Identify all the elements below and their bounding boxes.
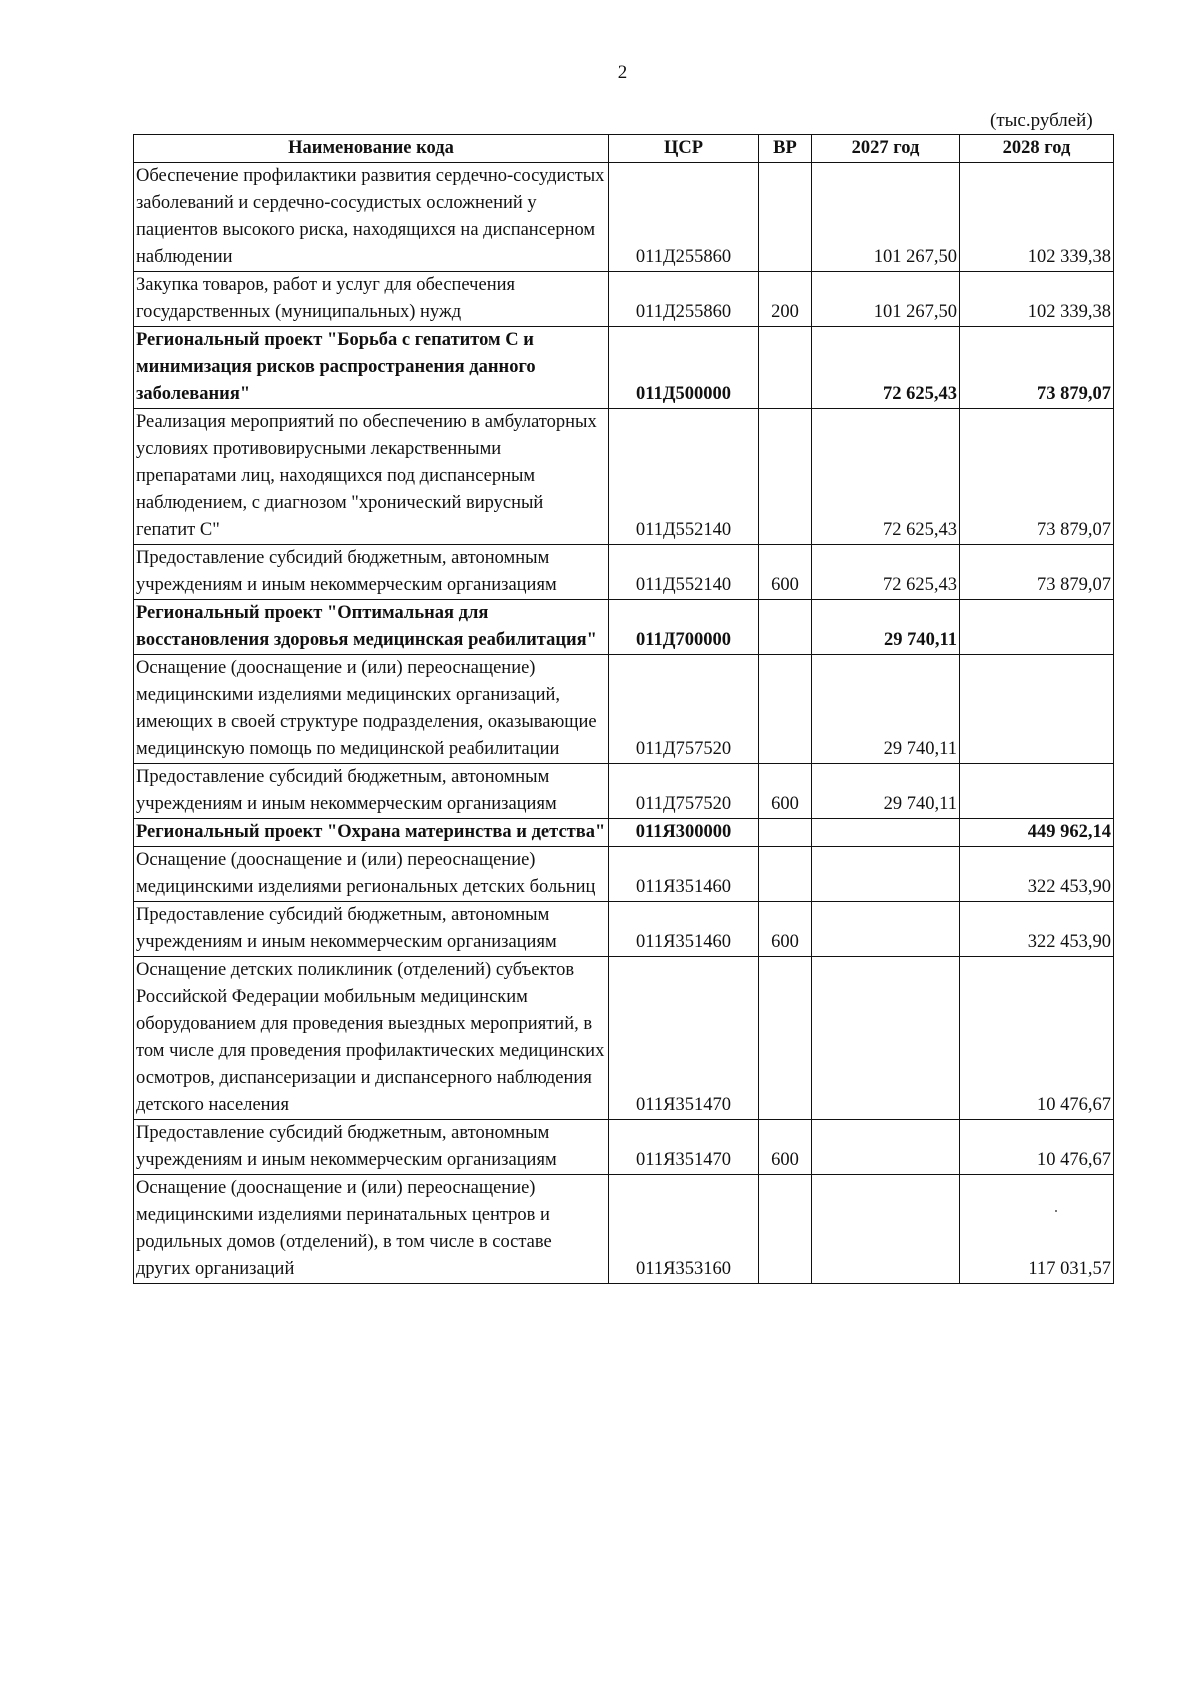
row-csr-cell: 011Я351460 xyxy=(609,902,759,957)
row-vr-cell xyxy=(759,1175,812,1284)
row-vr-cell xyxy=(759,957,812,1120)
budget-table xyxy=(133,134,1114,1284)
row-csr-cell: 011Д255860 xyxy=(609,163,759,272)
scan-speck xyxy=(1055,1210,1057,1212)
row-name-cell: Оснащение детских поликлиник (отделений) субъектов Российской Федерации мобильным медицинским оборудованием для проведения выездных мероприятий, в том числе для проведения профилактических медицинских осмотров, диспансеризации и диспансерного наблюдения детского населения xyxy=(134,957,609,1120)
row-name-cell: Предоставление субсидий бюджетным, автономным учреждениям и иным некоммерческим организациям xyxy=(134,1120,609,1175)
row-2027-cell: 29 740,11 xyxy=(812,600,960,655)
table-body xyxy=(134,163,1114,1284)
row-csr-cell: 011Я351470 xyxy=(609,1120,759,1175)
row-2028-cell: 10 476,67 xyxy=(960,1120,1114,1175)
row-2028-cell: 117 031,57 xyxy=(960,1175,1114,1284)
row-name-cell: Региональный проект "Оптимальная для восстановления здоровья медицинская реабилитация" xyxy=(134,600,609,655)
row-2028-cell: 449 962,14 xyxy=(960,819,1114,847)
table-row xyxy=(134,655,1114,764)
row-csr-cell: 011Д552140 xyxy=(609,545,759,600)
row-csr-cell: 011Я300000 xyxy=(609,819,759,847)
row-name-cell: Региональный проект "Охрана материнства и детства" xyxy=(134,819,609,847)
row-csr-cell: 011Я351470 xyxy=(609,957,759,1120)
table-row xyxy=(134,545,1114,600)
header-name: Наименование кода xyxy=(134,135,609,163)
row-vr-cell: 600 xyxy=(759,545,812,600)
row-csr-cell: 011Д757520 xyxy=(609,655,759,764)
row-2027-cell: 72 625,43 xyxy=(812,545,960,600)
row-2027-cell: 29 740,11 xyxy=(812,655,960,764)
row-2028-cell xyxy=(960,764,1114,819)
row-2028-cell: 322 453,90 xyxy=(960,847,1114,902)
page-number: 2 xyxy=(617,62,628,83)
row-2028-cell: 102 339,38 xyxy=(960,272,1114,327)
row-name-cell: Обеспечение профилактики развития сердечно-сосудистых заболеваний и сердечно-сосудистых осложнений у пациентов высокого риска, находящихся на диспансерном наблюдении xyxy=(134,163,609,272)
row-2027-cell xyxy=(812,819,960,847)
row-2027-cell: 101 267,50 xyxy=(812,163,960,272)
row-vr-cell: 600 xyxy=(759,902,812,957)
row-2027-cell xyxy=(812,1120,960,1175)
row-csr-cell: 011Д757520 xyxy=(609,764,759,819)
table-header-row xyxy=(134,135,1114,163)
table-row xyxy=(134,1120,1114,1175)
row-2028-cell: 73 879,07 xyxy=(960,545,1114,600)
row-vr-cell: 600 xyxy=(759,1120,812,1175)
row-2027-cell xyxy=(812,902,960,957)
table-row xyxy=(134,847,1114,902)
row-2028-cell: 322 453,90 xyxy=(960,902,1114,957)
row-2027-cell: 101 267,50 xyxy=(812,272,960,327)
row-2027-cell: 29 740,11 xyxy=(812,764,960,819)
row-name-cell: Предоставление субсидий бюджетным, автономным учреждениям и иным некоммерческим организациям xyxy=(134,764,609,819)
row-csr-cell: 011Д500000 xyxy=(609,327,759,409)
row-csr-cell: 011Д700000 xyxy=(609,600,759,655)
units-label: (тыс.рублей) xyxy=(990,110,1093,131)
row-vr-cell xyxy=(759,600,812,655)
table-row xyxy=(134,957,1114,1120)
row-2027-cell: 72 625,43 xyxy=(812,327,960,409)
header-vr: ВР xyxy=(759,135,812,163)
row-vr-cell xyxy=(759,847,812,902)
row-2028-cell: 73 879,07 xyxy=(960,327,1114,409)
row-2027-cell xyxy=(812,847,960,902)
row-name-cell: Оснащение (дооснащение и (или) переоснащение) медицинскими изделиями перинатальных центров и родильных домов (отделений), в том числе в составе других организаций xyxy=(134,1175,609,1284)
row-vr-cell xyxy=(759,163,812,272)
row-2028-cell: 73 879,07 xyxy=(960,409,1114,545)
row-name-cell: Региональный проект "Борьба с гепатитом С и минимизация рисков распространения данного заболевания" xyxy=(134,327,609,409)
row-vr-cell: 200 xyxy=(759,272,812,327)
row-name-cell: Предоставление субсидий бюджетным, автономным учреждениям и иным некоммерческим организациям xyxy=(134,545,609,600)
row-2027-cell xyxy=(812,957,960,1120)
row-vr-cell xyxy=(759,327,812,409)
row-csr-cell: 011Д552140 xyxy=(609,409,759,545)
table-row xyxy=(134,272,1114,327)
header-2028: 2028 год xyxy=(960,135,1114,163)
row-2028-cell xyxy=(960,600,1114,655)
table-row xyxy=(134,409,1114,545)
header-2027: 2027 год xyxy=(812,135,960,163)
row-name-cell: Реализация мероприятий по обеспечению в амбулаторных условиях противовирусными лекарственными препаратами лиц, находящихся под диспансерным наблюдением, с диагнозом "хронический вирусный гепатит С" xyxy=(134,409,609,545)
row-csr-cell: 011Я353160 xyxy=(609,1175,759,1284)
row-2027-cell xyxy=(812,1175,960,1284)
table-row xyxy=(134,764,1114,819)
row-vr-cell xyxy=(759,819,812,847)
table-row xyxy=(134,327,1114,409)
row-csr-cell: 011Д255860 xyxy=(609,272,759,327)
row-name-cell: Оснащение (дооснащение и (или) переоснащение) медицинскими изделиями медицинских организаций, имеющих в своей структуре подразделения, оказывающие медицинскую помощь по медицинской реабилитации xyxy=(134,655,609,764)
row-name-cell: Предоставление субсидий бюджетным, автономным учреждениям и иным некоммерческим организациям xyxy=(134,902,609,957)
table-row xyxy=(134,902,1114,957)
row-vr-cell xyxy=(759,655,812,764)
row-2028-cell: 102 339,38 xyxy=(960,163,1114,272)
header-csr: ЦСР xyxy=(609,135,759,163)
table-row xyxy=(134,819,1114,847)
row-vr-cell: 600 xyxy=(759,764,812,819)
row-2027-cell: 72 625,43 xyxy=(812,409,960,545)
row-csr-cell: 011Я351460 xyxy=(609,847,759,902)
row-2028-cell xyxy=(960,655,1114,764)
table-row xyxy=(134,163,1114,272)
row-vr-cell xyxy=(759,409,812,545)
table-row xyxy=(134,600,1114,655)
row-2028-cell: 10 476,67 xyxy=(960,957,1114,1120)
row-name-cell: Оснащение (дооснащение и (или) переоснащение) медицинскими изделиями региональных детских больниц xyxy=(134,847,609,902)
table-row xyxy=(134,1175,1114,1284)
row-name-cell: Закупка товаров, работ и услуг для обеспечения государственных (муниципальных) нужд xyxy=(134,272,609,327)
